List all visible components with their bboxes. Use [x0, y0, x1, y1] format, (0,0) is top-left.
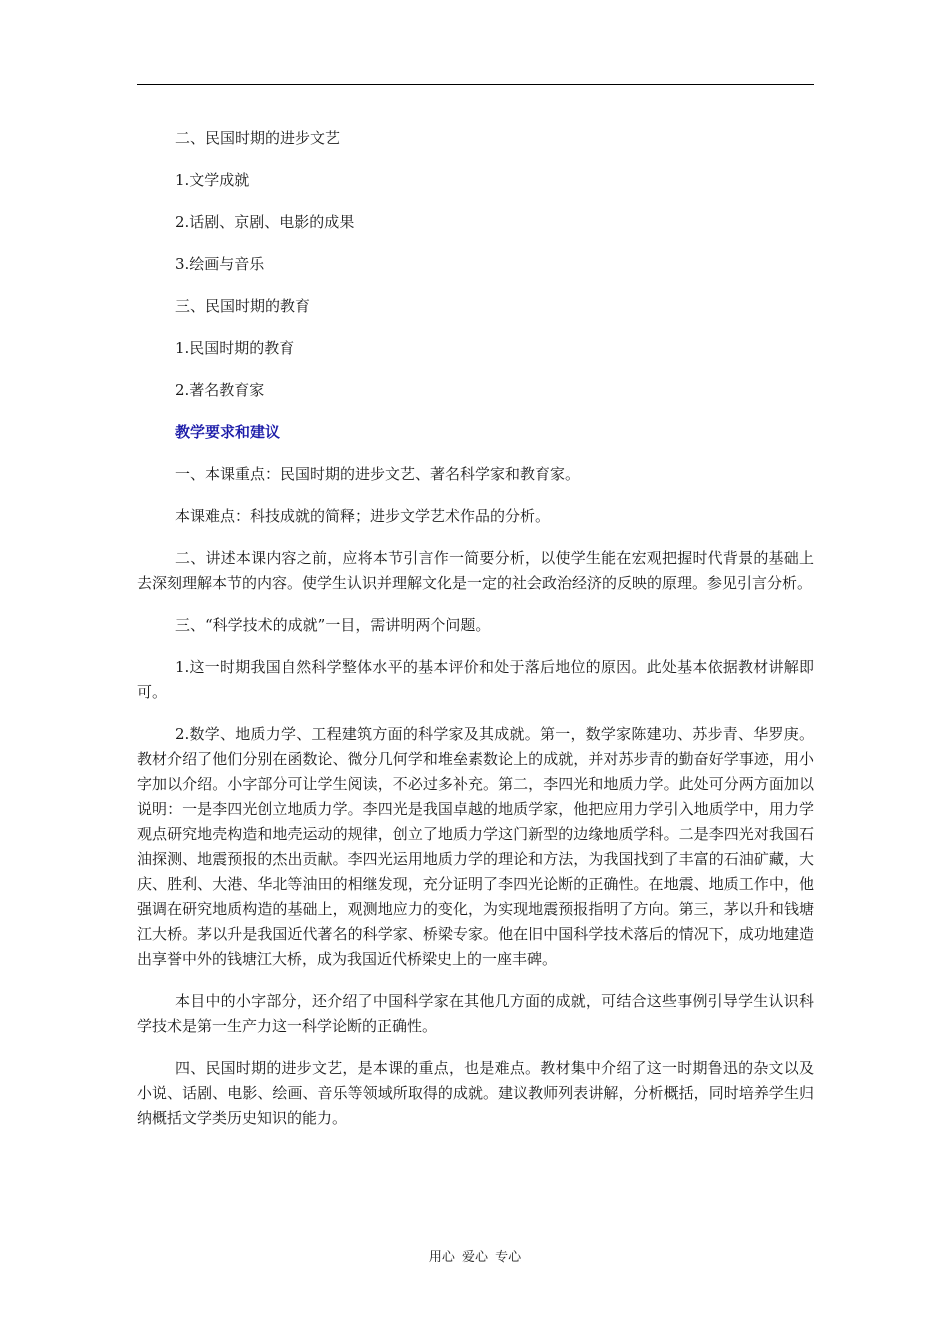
outline-item: 三、民国时期的教育: [175, 297, 311, 315]
page-footer: 用心 爱心 专心: [428, 1250, 522, 1265]
header-rule: [137, 84, 814, 85]
paragraph: 本目中的小字部分，还介绍了中国科学家在其他几方面的成就，可结合这些事例引导学生认识科学技术是第一生产力这一科学论断的正确性。: [137, 992, 814, 1035]
outline-item: 3.绘画与音乐: [175, 255, 265, 273]
section-heading: 教学要求和建议: [175, 423, 281, 441]
key-points-line: 一、本课重点：民国时期的进步文艺、著名科学家和教育家。: [175, 465, 581, 483]
paragraph: 二、讲述本课内容之前，应将本节引言作一简要分析，以使学生能在宏观把握时代背景的基础上去深刻理解本节的内容。使学生认识并理解文化是一定的社会政治经济的反映的原理。参见引言分析。: [137, 549, 814, 592]
paragraph: 三、“科学技术的成就”一目，需讲明两个问题。: [175, 616, 491, 634]
paragraph: 1.这一时期我国自然科学整体水平的基本评价和处于落后地位的原因。此处基本依据教材讲解即可。: [137, 658, 814, 701]
outline-item: 2.著名教育家: [175, 381, 265, 399]
difficulties-line: 本课难点：科技成就的简释；进步文学艺术作品的分析。: [175, 507, 551, 525]
paragraph: 四、民国时期的进步文艺，是本课的重点，也是难点。教材集中介绍了这一时期鲁迅的杂文以及小说、话剧、电影、绘画、音乐等领域所取得的成就。建议教师列表讲解，分析概括，同时培养学生归纳概括文学类历史知识的能力。: [137, 1059, 814, 1127]
outline-item: 1.文学成就: [175, 171, 250, 189]
paragraph: 2.数学、地质力学、工程建筑方面的科学家及其成就。第一，数学家陈建功、苏步青、华罗庚。教材介绍了他们分别在函数论、微分几何学和堆垒素数论上的成就，并对苏步青的勤奋好学事迹，用小字加以介绍。小字部分可让学生阅读，不必过多补充。第二，李四光和地质力学。此处可分两方面加以说明：一是李四光创立地质力学。李四光是我国卓越的地质学家，他把应用力学引入地质学中，用力学观点研究地壳构造和地壳运动的规律，创立了地质力学这门新型的边缘地质学科。二是李四光对我国石油探测、地震预报的杰出贡献。李四光运用地质力学的理论和方法，为我国找到了丰富的石油矿藏，大庆、胜利、大港、华北等油田的相继发现，充分证明了李四光论断的正确性。在地震、地质工作中，他强调在研究地质构造的基础上，观测地应力的变化，为实现地震预报指明了方向。第三，茅以升和钱塘江大桥。茅以升是我国近代著名的科学家、桥梁专家。他在旧中国科学技术落后的情况下，成功地建造出享誉中外的钱塘江大桥，成为我国近代桥梁史上的一座丰碑。: [137, 725, 814, 968]
outline-item: 1.民国时期的教育: [175, 339, 295, 357]
outline-item: 2.话剧、京剧、电影的成果: [175, 213, 355, 231]
outline-item: 二、民国时期的进步文艺: [175, 129, 341, 147]
document-body: [137, 126, 814, 1148]
